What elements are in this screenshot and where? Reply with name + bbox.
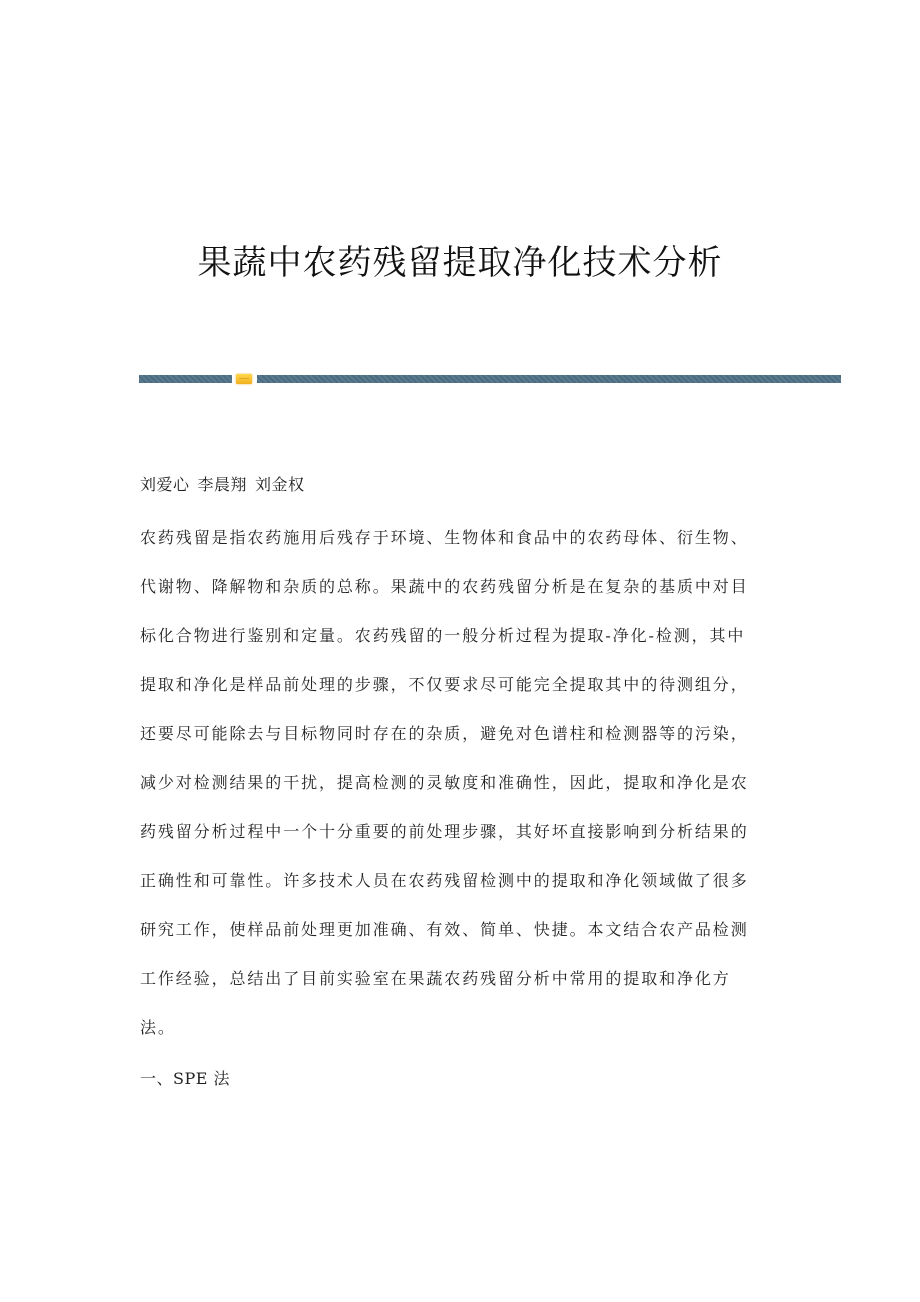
- divider-bar-left: [139, 375, 232, 383]
- paragraph-line: 农药残留是指农药施用后残存于环境、生物体和食品中的农药母体、衍生物、: [140, 528, 749, 547]
- author-list: [140, 472, 313, 498]
- paragraph-line: 法。: [140, 1018, 176, 1037]
- paragraph-line: 还要尽可能除去与目标物同时存在的杂质，避免对色谱柱和检测器等的污染，: [140, 724, 749, 743]
- author-name: 刘爱心: [140, 475, 190, 494]
- paragraph-line: 工作经验，总结出了目前实验室在果蔬农药残留分析中常用的提取和净化方: [140, 969, 731, 988]
- paragraph-line: 药残留分析过程中一个十分重要的前处理步骤，其好坏直接影响到分析结果的: [140, 822, 749, 841]
- paragraph-line: 标化合物进行鉴别和定量。农药残留的一般分析过程为提取-净化-检测，其中: [140, 626, 746, 645]
- author-name: 李晨翔: [197, 475, 248, 494]
- paragraph-line: 减少对检测结果的干扰，提高检测的灵敏度和准确性，因此，提取和净化是农: [140, 773, 749, 792]
- title-divider: [139, 375, 841, 384]
- paragraph-line: 提取和净化是样品前处理的步骤，不仅要求尽可能完全提取其中的待测组分，: [140, 675, 749, 694]
- author-name: 刘金权: [255, 475, 305, 494]
- gold-ornament-icon: [236, 374, 252, 384]
- page-title: 果蔬中农药残留提取净化技术分析: [197, 242, 723, 283]
- paragraph-line: 研究工作，使样品前处理更加准确、有效、简单、快捷。本文结合农产品检测: [140, 920, 749, 939]
- paragraph-line: 代谢物、降解物和杂质的总称。果蔬中的农药残留分析是在复杂的基质中对目: [140, 577, 749, 596]
- paragraph-line: 正确性和可靠性。许多技术人员在农药残留检测中的提取和净化领域做了很多: [140, 871, 749, 890]
- section-heading: 一、SPE 法: [140, 1069, 230, 1088]
- divider-bar-right: [257, 375, 841, 383]
- abstract-paragraph: [140, 525, 772, 1064]
